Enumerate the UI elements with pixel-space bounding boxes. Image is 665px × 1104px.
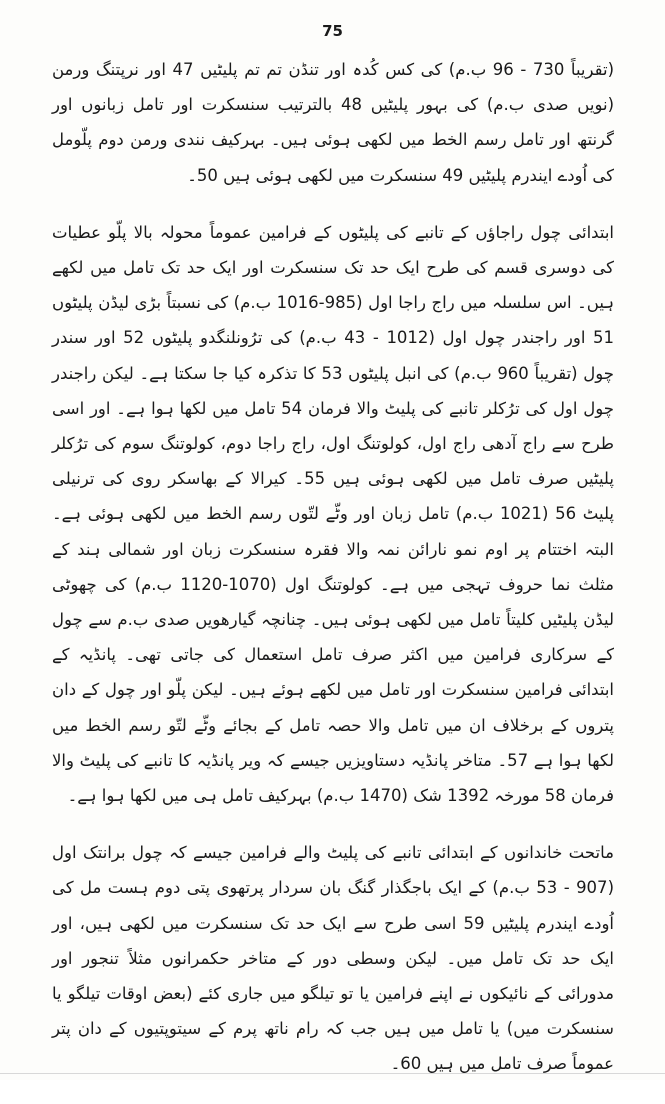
paragraph-3: ماتحت خاندانوں کے ابتدائی تانبے کی پلیٹ والے فرامین جیسے کہ چول برانتک اول (907 - 53 ب.م) کے ایک باجگذار گنگ بان سردار پرتھوی پتی دوم ہست مل کی اُودے ایندرم پلیٹیں 59 اسی طرح سے ایک حد تک سنسکرت میں لکھی ہیں، اور ایک حد تک تامل میں۔ لیکن وسطی دور کے متاخر حکمرانوں مثلاً تنجور اور مدورائی کے نائیکوں نے اپنے فرامین یا تو تیلگو میں جاری کئے (بعض اوقات تیلگو یا سنسکرت میں) یا تامل میں ہیں جب کہ رام ناتھ پرم کے سیتوپتیوں کے دان پتر عموماً صرف تامل میں ہیں 60۔ bbox=[52, 843, 614, 1074]
paragraph-2: ابتدائی چول راجاؤں کے تانبے کی پلیٹوں کے فرامین عموماً محولہ بالا پلّو عطیات کی دوسری قسم کی طرح ایک حد تک سنسکرت اور ایک حد تک تامل میں لکھے ہیں۔ اس سلسلہ میں راج راجا اول (985-1016 ب.م) کی نسبتاً بڑی لیڈن پلیٹوں 51 اور راجندر چول اول (1012 - 43 ب.م) کی ترُونلنگدو پلیٹوں 52 اور سندر چول (تقریباً 960 ب.م) کی انبل پلیٹوں 53 کا تذکرہ کیا جا سکتا ہے۔ لیکن راجندر چول اول کی ترُکلر تانبے کی پلیٹ والا فرمان 54 تامل میں لکھا ہوا ہے۔ اور اسی طرح سے راج آدھی راج اول، کولوتنگ اول، راج راجا دوم، کولوتنگ سوم کی ترُکلر پلیٹیں صرف تامل میں لکھی ہوئی ہیں 55۔ کیرالا کے بھاسکر روی کی ترنیلی پلیٹ 56 (1021 ب.م) تامل زبان اور وٹّے لتّوں رسم الخط میں لکھی ہوئی ہے۔ البتہ اختتام پر اوم نمو نارائن نمہ والا فقرہ سنسکرت زبان اور شمالی ہند کے مثلث نما حروف تہجی میں ہے۔ کولوتنگ اول (1070-1120 ب.م) کی چھوٹی لیڈن پلیٹیں کلیتاً تامل میں لکھی ہوئی ہیں۔ چنانچہ گیارھویں صدی ب.م سے چول کے سرکاری فرامین میں اکثر صرف تامل استعمال کی جاتی تھی۔ پانڈیہ کے ابتدائی فرامین سنسکرت اور تامل میں لکھے ہوئے ہیں۔ لیکن پلّو اور چول کے دان پتروں کے برخلاف ان میں تامل والا حصہ تامل کے بجائے وٹّے لتّو رسم الخط میں لکھا ہوا ہے 57۔ متاخر پانڈیہ دستاویزیں جیسے کہ ویر پانڈیہ کا تانبے کی پلیٹ والا فرمان 58 مورخہ 1392 شک (1470 ب.م) بہرکیف تامل ہی میں لکھا ہوا ہے۔ bbox=[52, 222, 615, 806]
page-number: 75 bbox=[322, 22, 343, 40]
paragraph-1: (تقریباً 730 - 96 ب.م) کی کس کُدہ اور تنڈن تم تم پلیٹیں 47 اور نرپتنگ ورمن (نویں صدی ب.م) کی بہور پلیٹیں 48 بالترتیب سنسکرت اور تامل زبانوں اور گرنتھ اور تامل رسم الخط میں لکھی ہوئی ہیں۔ بہرکیف نندی ورمن دوم پلّومل کی اُودے ایندرم پلیٹیں 49 سنسکرت میں لکھی ہوئی ہیں 50۔ bbox=[52, 60, 615, 185]
page-bottom-edge bbox=[0, 1067, 665, 1074]
page-body bbox=[52, 52, 614, 1104]
